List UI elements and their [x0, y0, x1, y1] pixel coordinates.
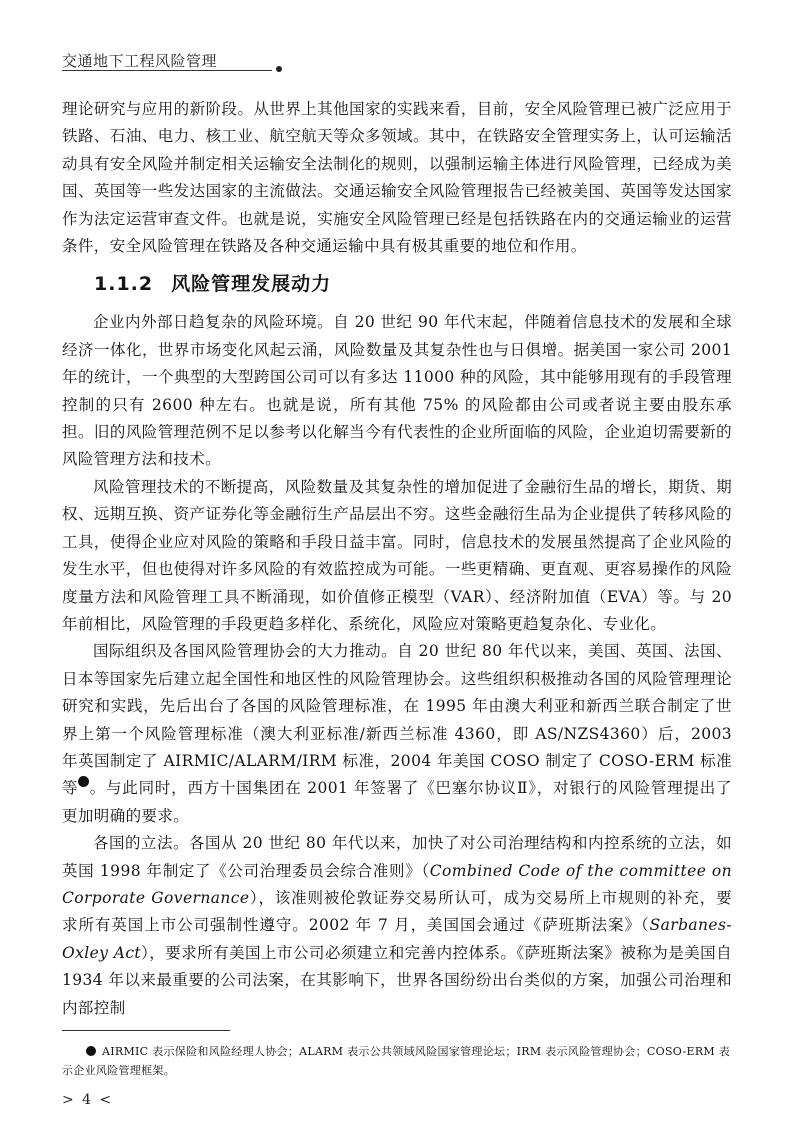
paragraph-text: ），该准则被伦敦证券交易所认可，成为交易所上市规则的补充，要求所有英国上市公司强制性遵守。2002 年 7 月，美国国会通过《萨班斯法案》（ — [62, 888, 732, 935]
english-title-combined-code: Combined Code of the committee on Corporate Governance — [62, 861, 733, 907]
paragraph-text: 国际组织及各国风险管理协会的大力推动。自 20 世纪 80 年代以来，美国、英国、法国、日本等国家先后建立起全国性和地区性的风险管理协会。这些组织积极推动各国的风险管理理论研究和实践，先后出台了各国的风险管理标准，在 1995 年由澳大利亚和新西兰联合制定了世界上第一个风险管理标准（澳大利亚标准/新西兰标准 4360，即 AS/NZS4360）后，2003 年英国制定了 AIRMIC/ALARM/IRM 标准，2004 年美国 COSO 制定了 COSO-ERM 标准等 — [62, 642, 732, 798]
paragraph-risk-technology: 风险管理技术的不断提高，风险数量及其复杂性的增加促进了金融衍生品的增长，期货、期权、远期互换、资产证券化等金融衍生产品层出不穷。这些金融衍生品为企业提供了转移风险的工具，使得企业应对风险的策略和手段日益丰富。同时，信息技术的发展虽然提高了企业风险的发生水平，但也使得对许多风险的有效监控成为可能。一些更精确、更直观、更容易操作的风险度量方法和风险管理工具不断涌现，如价值修正模型（VAR）、经济附加值（EVA）等。与 20 年前相比，风险管理的手段更趋多样化、系统化，风险应对策略更趋复杂化、专业化。 — [62, 477, 732, 633]
section-heading — [62, 269, 732, 299]
paragraph-risk-environment: 企业内外部日趋复杂的风险环境。自 20 世纪 90 年代末起，伴随着信息技术的发展和全球经济一体化，世界市场变化风起云涌，风险数量及其复杂性也与日俱增。据美国一家公司 2001 年的统计，一个典型的大型跨国公司可以有多达 11000 种的风险，其中能够用现有的手段管理控制的只有 2600 种左右。也就是说，所有其他 75% 的风险都由公司或者说主要由股东承担。旧的风险管理范例不足以参考以化解当今有代表性的企业所面临的风险，企业迫切需要新的风险管理方法和技术。 — [62, 313, 732, 469]
section-number: 1.1.2 — [94, 273, 154, 296]
footnote-ref-marker[interactable] — [78, 776, 89, 787]
english-title-sox: Sarbanes-Oxley Act — [62, 916, 732, 962]
header-rule — [62, 70, 272, 71]
body-text — [62, 96, 732, 1022]
paragraph-international-orgs — [62, 638, 732, 830]
page-number: > 4 < — [62, 1092, 114, 1108]
paragraph-continued: 理论研究与应用的新阶段。从世界上其他国家的实践来看，目前，安全风险管理已被广泛应用于铁路、石油、电力、核工业、航空航天等众多领域。其中，在铁路安全管理实务上，认可运输活动具有安全风险并制定相关运输安全法制化的规则，以强制运输主体进行风险管理，已经成为美国、英国等一些发达国家的主流做法。交通运输安全风险管理报告已经被美国、英国等发达国家作为法定运营审查文件。也就是说，实施安全风险管理已经是包括铁路在内的交通运输业的运营条件，安全风险管理在铁路及各种交通运输中具有极其重要的地位和作用。 — [62, 100, 732, 256]
running-header: 交通地下工程风险管理 — [62, 52, 218, 70]
paragraph-text: 各国的立法。各国从 20 世纪 80 年代以来，加快了对公司治理结构和内控系统的立法，如英国 1998 年制定了《公司治理委员会综合准则》（ — [62, 834, 732, 880]
footnote-text: AIRMIC 表示保险和风险经理人协会；ALARM 表示公共领域风险国家管理论坛；IRM 表示风险管理协会；COSO-ERM 表示企业风险管理框架。 — [62, 1045, 731, 1077]
header-dot — [276, 66, 282, 72]
paragraph-text: 。与此同时，西方十国集团在 2001 年签署了《巴塞尔协议Ⅱ》，对银行的风险管理提出了更加明确的要求。 — [62, 779, 732, 825]
section-title: 风险管理发展动力 — [171, 273, 332, 296]
paragraph-legislation — [62, 830, 732, 1022]
paragraph-text: ），要求所有美国上市公司必须建立和完善内控体系。《萨班斯法案》被称为是美国自 1934 年以来最重要的公司法案，在其影响下，世界各国纷纷出台类似的方案，加强公司治理和内部控制 — [62, 943, 733, 1017]
footnote — [62, 1042, 732, 1080]
footnote-marker — [86, 1046, 96, 1056]
footnote-rule — [62, 1030, 230, 1031]
